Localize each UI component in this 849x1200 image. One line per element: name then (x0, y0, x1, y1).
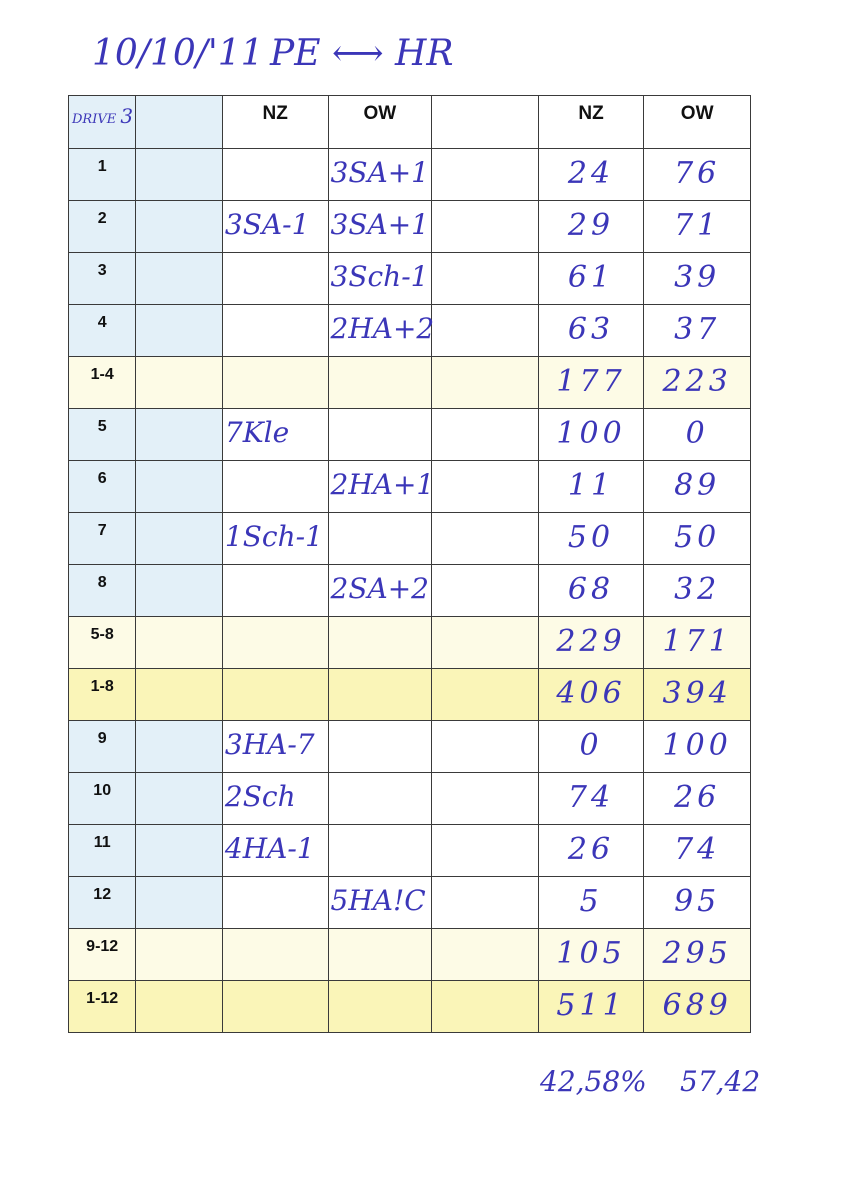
ow-contract-cell (328, 981, 432, 1033)
header-row (69, 96, 751, 149)
score-ow: 26 (674, 780, 721, 815)
blank-cell-cell (432, 721, 539, 773)
blank-cell-cell (136, 409, 223, 461)
score-ow-cell (644, 409, 751, 461)
score-ow: 71 (674, 208, 721, 243)
nz-contract-cell (222, 305, 328, 357)
score-nz: 406 (556, 676, 626, 711)
row-label: 9 (97, 730, 107, 747)
row-label-cell (69, 825, 136, 877)
score-ow-cell (644, 305, 751, 357)
blank-cell-cell (432, 201, 539, 253)
score-nz-cell (538, 929, 644, 981)
nz-contract: 3HA-7 (224, 728, 315, 761)
nz-contract-cell (222, 565, 328, 617)
nz-contract-cell (222, 773, 328, 825)
ow-contract-cell (328, 929, 432, 981)
blank-cell-cell (136, 149, 223, 201)
score-nz-cell (538, 877, 644, 929)
row-label: 7 (97, 522, 107, 539)
score-ow-cell (644, 981, 751, 1033)
table-row (69, 565, 751, 617)
blank-cell-cell (136, 513, 223, 565)
nz-contract: 4HA-1 (224, 832, 315, 865)
score-ow-cell (644, 825, 751, 877)
row-label: 5-8 (90, 626, 114, 643)
score-ow: 39 (674, 260, 721, 295)
row-label: 1 (97, 158, 107, 175)
blank-cell-cell (432, 461, 539, 513)
score-nz-cell (538, 305, 644, 357)
blank-cell-cell (432, 617, 539, 669)
row-label-cell (69, 409, 136, 461)
blank-cell-cell (432, 409, 539, 461)
table-row (69, 825, 751, 877)
ow-contract-cell (328, 721, 432, 773)
row-label: 8 (97, 574, 107, 591)
score-ow: 171 (662, 624, 732, 659)
score-nz-cell (538, 825, 644, 877)
score-ow: 0 (685, 416, 709, 451)
row-label-cell (69, 721, 136, 773)
score-nz-cell (538, 617, 644, 669)
drive-label: DRIVE 3 (72, 104, 134, 128)
row-label: 10 (93, 782, 112, 799)
blank-cell-cell (136, 669, 223, 721)
row-label-cell (69, 773, 136, 825)
score-nz-cell (538, 513, 644, 565)
row-label-cell (69, 253, 136, 305)
header-ow: OW (328, 96, 432, 149)
score-nz: 63 (567, 312, 615, 347)
row-label-cell (69, 981, 136, 1033)
row-label-cell (69, 305, 136, 357)
table-row (69, 201, 751, 253)
table-row (69, 253, 751, 305)
header-nz: NZ (222, 96, 328, 149)
row-label-cell (69, 461, 136, 513)
row-label-cell (69, 565, 136, 617)
blank-cell-cell (432, 565, 539, 617)
row-label-cell (69, 149, 136, 201)
blank-cell-cell (136, 929, 223, 981)
row-label-cell (69, 201, 136, 253)
score-nz-cell (538, 201, 644, 253)
nz-contract-cell (222, 825, 328, 877)
ow-contract-cell (328, 669, 432, 721)
header-score-ow: OW (644, 96, 751, 149)
score-nz: 11 (567, 468, 615, 503)
row-label-cell (69, 669, 136, 721)
table-row (69, 513, 751, 565)
row-label: 3 (97, 262, 107, 279)
score-nz: 50 (567, 520, 615, 555)
table-row (69, 981, 751, 1033)
blank-cell-cell (136, 773, 223, 825)
nz-contract-cell (222, 721, 328, 773)
ow-contract-cell (328, 409, 432, 461)
blank-cell-cell (136, 721, 223, 773)
row-label: 5 (97, 418, 107, 435)
ow-contract: 3Sch-1 (330, 260, 429, 293)
nz-contract-cell (222, 253, 328, 305)
nz-contract-cell (222, 409, 328, 461)
table-row (69, 929, 751, 981)
score-nz: 105 (556, 936, 626, 971)
ow-contract-cell (328, 513, 432, 565)
date-handwritten: 10/10/'11 (92, 33, 264, 74)
nz-contract: 3SA-1 (224, 208, 310, 241)
row-label-cell (69, 357, 136, 409)
blank-cell-cell (432, 981, 539, 1033)
nz-contract-cell (222, 669, 328, 721)
score-ow: 394 (662, 676, 732, 711)
blank-cell-cell (432, 253, 539, 305)
score-nz: 26 (567, 832, 615, 867)
percent-ow: 57,42 (680, 1065, 761, 1098)
score-nz: 61 (567, 260, 615, 295)
nz-contract-cell (222, 513, 328, 565)
score-nz-cell (538, 981, 644, 1033)
score-ow-cell (644, 513, 751, 565)
ow-contract: 3SA+1 (330, 208, 429, 241)
score-ow: 223 (662, 364, 732, 399)
ow-contract: 2SA+2 (330, 572, 429, 605)
nz-contract-cell (222, 617, 328, 669)
row-label: 9-12 (86, 938, 119, 955)
score-ow: 37 (674, 312, 721, 347)
table-row (69, 149, 751, 201)
table-row (69, 409, 751, 461)
table-row (69, 357, 751, 409)
score-nz-cell (538, 409, 644, 461)
score-nz: 177 (556, 364, 626, 399)
row-label-cell (69, 513, 136, 565)
nz-contract-cell (222, 461, 328, 513)
score-ow-cell (644, 357, 751, 409)
score-ow-cell (644, 669, 751, 721)
score-nz-cell (538, 565, 644, 617)
row-label: 1-4 (90, 366, 114, 383)
ow-contract-cell (328, 825, 432, 877)
ow-contract-cell (328, 305, 435, 357)
table-row (69, 877, 751, 929)
blank-cell-cell (432, 513, 539, 565)
ow-contract-cell (328, 357, 432, 409)
nz-contract-cell (222, 149, 328, 201)
row-label: 1-8 (90, 678, 114, 695)
nz-contract-cell (222, 357, 328, 409)
row-label: 12 (93, 886, 112, 903)
table-row (69, 721, 751, 773)
table-row (69, 669, 751, 721)
blank-cell-cell (136, 461, 223, 513)
ow-contract-cell (328, 253, 432, 305)
score-ow: 89 (674, 468, 721, 503)
table-row (69, 617, 751, 669)
nz-contract: 7Kle (224, 416, 290, 449)
ow-contract: 2HA+1 (330, 468, 435, 501)
row-label-cell (69, 929, 136, 981)
row-label-cell (69, 877, 136, 929)
score-table (68, 95, 751, 1033)
blank-cell-cell (432, 305, 539, 357)
blank-cell-cell (432, 669, 539, 721)
score-nz-cell (538, 357, 644, 409)
score-ow-cell (644, 773, 751, 825)
score-ow: 76 (674, 156, 721, 191)
score-nz-cell (538, 773, 644, 825)
score-ow: 32 (674, 572, 721, 607)
score-ow-cell (644, 149, 751, 201)
row-label: 1-12 (86, 990, 119, 1007)
score-ow-cell (644, 877, 751, 929)
score-ow-cell (644, 721, 751, 773)
blank-cell-cell (432, 877, 539, 929)
score-ow: 50 (674, 520, 721, 555)
nz-contract-cell (222, 201, 328, 253)
blank-cell-cell (136, 981, 223, 1033)
drive-cell (69, 96, 136, 149)
blank-cell-cell (136, 877, 223, 929)
nz-contract-cell (222, 877, 328, 929)
row-label: 6 (97, 470, 107, 487)
blank-cell-cell (136, 357, 223, 409)
ow-contract-cell (328, 565, 432, 617)
table-row (69, 461, 751, 513)
ow-contract-cell (328, 461, 435, 513)
header-blank-cell (432, 96, 539, 149)
score-ow-cell (644, 253, 751, 305)
header-blank-cell (136, 96, 223, 149)
score-nz-cell (538, 669, 644, 721)
score-nz-cell (538, 149, 644, 201)
score-ow-cell (644, 201, 751, 253)
row-label-cell (69, 617, 136, 669)
blank-cell-cell (432, 825, 539, 877)
blank-cell-cell (432, 773, 539, 825)
ow-contract-cell (328, 149, 432, 201)
blank-cell-cell (432, 929, 539, 981)
score-nz-cell (538, 721, 644, 773)
match-handwritten: PE ⟷ HR (270, 33, 454, 74)
ow-contract-cell (328, 617, 432, 669)
blank-cell-cell (136, 253, 223, 305)
ow-contract-cell (328, 201, 432, 253)
blank-cell-cell (136, 201, 223, 253)
score-nz: 0 (579, 728, 603, 763)
score-ow-cell (644, 617, 751, 669)
score-nz: 29 (567, 208, 615, 243)
nz-contract-cell (222, 929, 328, 981)
nz-contract: 2Sch (224, 780, 296, 813)
score-ow: 100 (662, 728, 732, 763)
score-ow: 95 (674, 884, 721, 919)
blank-cell-cell (136, 617, 223, 669)
score-ow: 74 (674, 832, 721, 867)
row-label: 11 (93, 834, 111, 851)
score-nz: 74 (567, 780, 615, 815)
ow-contract-cell (328, 877, 432, 929)
score-ow: 689 (662, 988, 732, 1023)
score-nz: 229 (556, 624, 626, 659)
blank-cell-cell (432, 149, 539, 201)
score-ow-cell (644, 929, 751, 981)
score-ow: 295 (662, 936, 732, 971)
score-nz: 24 (567, 156, 615, 191)
nz-contract: 1Sch-1 (224, 520, 323, 553)
header-score-nz: NZ (538, 96, 644, 149)
row-label: 2 (97, 210, 107, 227)
nz-contract-cell (222, 981, 328, 1033)
blank-cell-cell (136, 565, 223, 617)
ow-contract: 5HA!C (330, 884, 426, 917)
score-ow-cell (644, 461, 751, 513)
blank-cell-cell (136, 825, 223, 877)
table-row (69, 305, 751, 357)
row-label: 4 (97, 314, 107, 331)
ow-contract: 2HA+2 (330, 312, 435, 345)
score-nz: 68 (567, 572, 615, 607)
score-nz: 100 (556, 416, 626, 451)
ow-contract: 3SA+1 (330, 156, 429, 189)
percent-nz: 42,58% (540, 1065, 647, 1098)
table-row (69, 773, 751, 825)
ow-contract-cell (328, 773, 432, 825)
blank-cell-cell (136, 305, 223, 357)
score-nz: 5 (579, 884, 603, 919)
score-nz-cell (538, 253, 644, 305)
score-nz-cell (538, 461, 644, 513)
score-nz: 511 (556, 988, 626, 1023)
blank-cell-cell (432, 357, 539, 409)
score-ow-cell (644, 565, 751, 617)
